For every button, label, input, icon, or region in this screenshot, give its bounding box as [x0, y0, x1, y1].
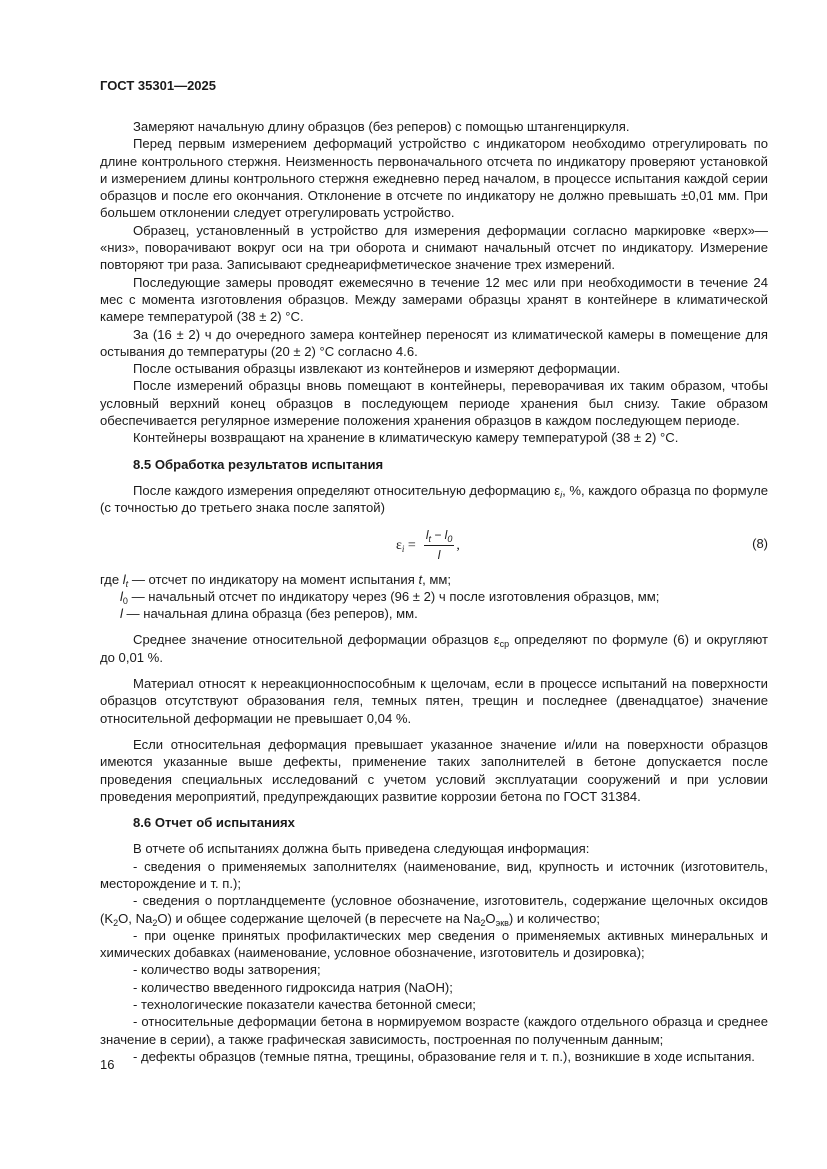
paragraph-average: Среднее значение относительной деформации образцов $\varepsilon_{ср}$ определяют по формуле (6) и округляют до 0,01 %. [100, 632, 768, 665]
legend-item: l — начальная длина образца (без реперов), мм. [120, 606, 418, 622]
paragraph-nonreactive: Материал относят к нереакционноспособным к щелочам, если в процессе испытаний на поверхности образцов отсутствуют образования геля, темных пятен, трещин и последнее (двенадцатое) значение относительной деформации не превышает 0,04 %. [100, 676, 768, 726]
list-item: - сведения о портландцементе (условное обозначение, изготовитель, содержание щелочных оксидов ($K_2O$, $Na_2O$) и общее содержание щелочей (в пересчете на $Na_2O_{экв}$) и количество; [100, 893, 768, 928]
list-item: - технологические показатели качества бетонной смеси; [133, 997, 476, 1013]
paragraph: После остывания образцы извлекают из контейнеров и измеряют деформации. [133, 361, 621, 377]
page-number: 16 [100, 1057, 115, 1072]
section-heading-8-6: 8.6 Отчет об испытаниях [133, 815, 295, 831]
formula-legend [100, 571, 768, 623]
paragraph: Замеряют начальную длину образцов (без реперов) с помощью штангенциркуля. [133, 119, 630, 134]
paragraph: Контейнеры возвращают на хранение в климатическую камеру температурой (38 ± 2) °С. [133, 430, 679, 446]
paragraph: Перед первым измерением деформаций устройство с индикатором необходимо отрегулировать по длине контрольного стержня. Неизменность первоначального отсчета по индикатору проверяют установкой и измерением длины контрольного стержня ежедневно перед началом, в процессе испытания каждой серии образцов и после его окончания. Отклонение в отсчете по индикатору не должно превышать ±0,01 мм. При большем отклонении следует отрегулировать устройство. [100, 136, 768, 221]
list-item: - сведения о применяемых заполнителях (наименование, вид, крупность и источник (изготовитель, месторождение и т. п.); [100, 858, 768, 891]
list-item: - относительные деформации бетона в нормируемом возрасте (каждого отдельного образца и среднее значение в серии), а также графическая зависимость, построенная по полученным данным; [100, 1014, 768, 1047]
legend-item: $l_0$ — начальный отсчет по индикатору через (96 ± 2) ч после изготовления образцов, мм; [120, 588, 660, 606]
equation-number: (8) [752, 535, 768, 551]
paragraph-report-intro: В отчете об испытаниях должна быть приведена следующая информация: [133, 841, 590, 857]
section-heading-8-5: 8.5 Обработка результатов испытания [133, 456, 384, 472]
document-page [100, 0, 768, 1169]
paragraph: Последующие замеры проводят ежемесячно в течение 12 мес или при необходимости в течение 24 мес с момента изготовления образцов. Между замерами образцы хранят в контейнере в климатической камере температурой (38 ± 2) °С. [100, 274, 768, 325]
list-item: - дефекты образцов (темные пятна, трещины, образование геля и т. п.), возникшие в ходе испытания. [133, 1048, 755, 1064]
paragraph-deformation-intro: После каждого измерения определяют относительную деформацию $\varepsilon_i$, %, каждого образца по формуле (с точностью до третьего знака после запятой) [100, 482, 768, 516]
paragraph-exceeds: Если относительная деформация превышает указанное значение и/или на поверхности образцов имеются указанные выше дефекты, применение таких заполнителей в бетоне допускается после проведения специальных исследований с учетом условий эксплуатации сооружений и при условии проведения мероприятий, предупреждающих развитие коррозии бетона по ГОСТ 31384. [100, 736, 768, 804]
formula-8 [100, 521, 768, 571]
list-item: - количество введенного гидроксида натрия (NaOH); [133, 979, 453, 995]
list-item: - количество воды затворения; [133, 962, 321, 978]
paragraph: После измерений образцы вновь помещают в контейнеры, переворачивая их таким образом, чтобы условный верхний конец образцов в последующем периоде хранения был снизу. Такие образом обеспечивается регулярное измерение положения хранения образцов в каждом последующем периоде. [100, 378, 768, 429]
document-body [100, 118, 768, 1065]
fraction: $\frac{l_t - l_0}{l}$ [425, 527, 453, 562]
legend-item: где $l_t$ — отсчет по индикатору на момент испытания t, мм; [100, 571, 451, 589]
paragraph: Образец, установленный в устройство для измерения деформации согласно маркировке «верх»— «низ», поворачивают вокруг оси на три оборота и снимают начальный отсчет по индикатору. Измерение повторяют три раза. Записывают среднеарифметическое значение трех измерений. [100, 222, 768, 273]
formula-expression: $\varepsilon_i$ = $\frac{l_t - l_0}{l}$ , [396, 527, 460, 565]
list-item: - при оценке принятых профилактических мер сведения о применяемых активных минеральных и химических добавках (наименование, условное обозначение, изготовитель и дозировка); [100, 927, 768, 961]
paragraph: За (16 ± 2) ч до очередного замера контейнер переносят из климатической камеры в помещение для остывания до температуры (20 ± 2) °С согласно 4.6. [100, 326, 768, 359]
document-header: ГОСТ 35301—2025 [100, 78, 216, 93]
